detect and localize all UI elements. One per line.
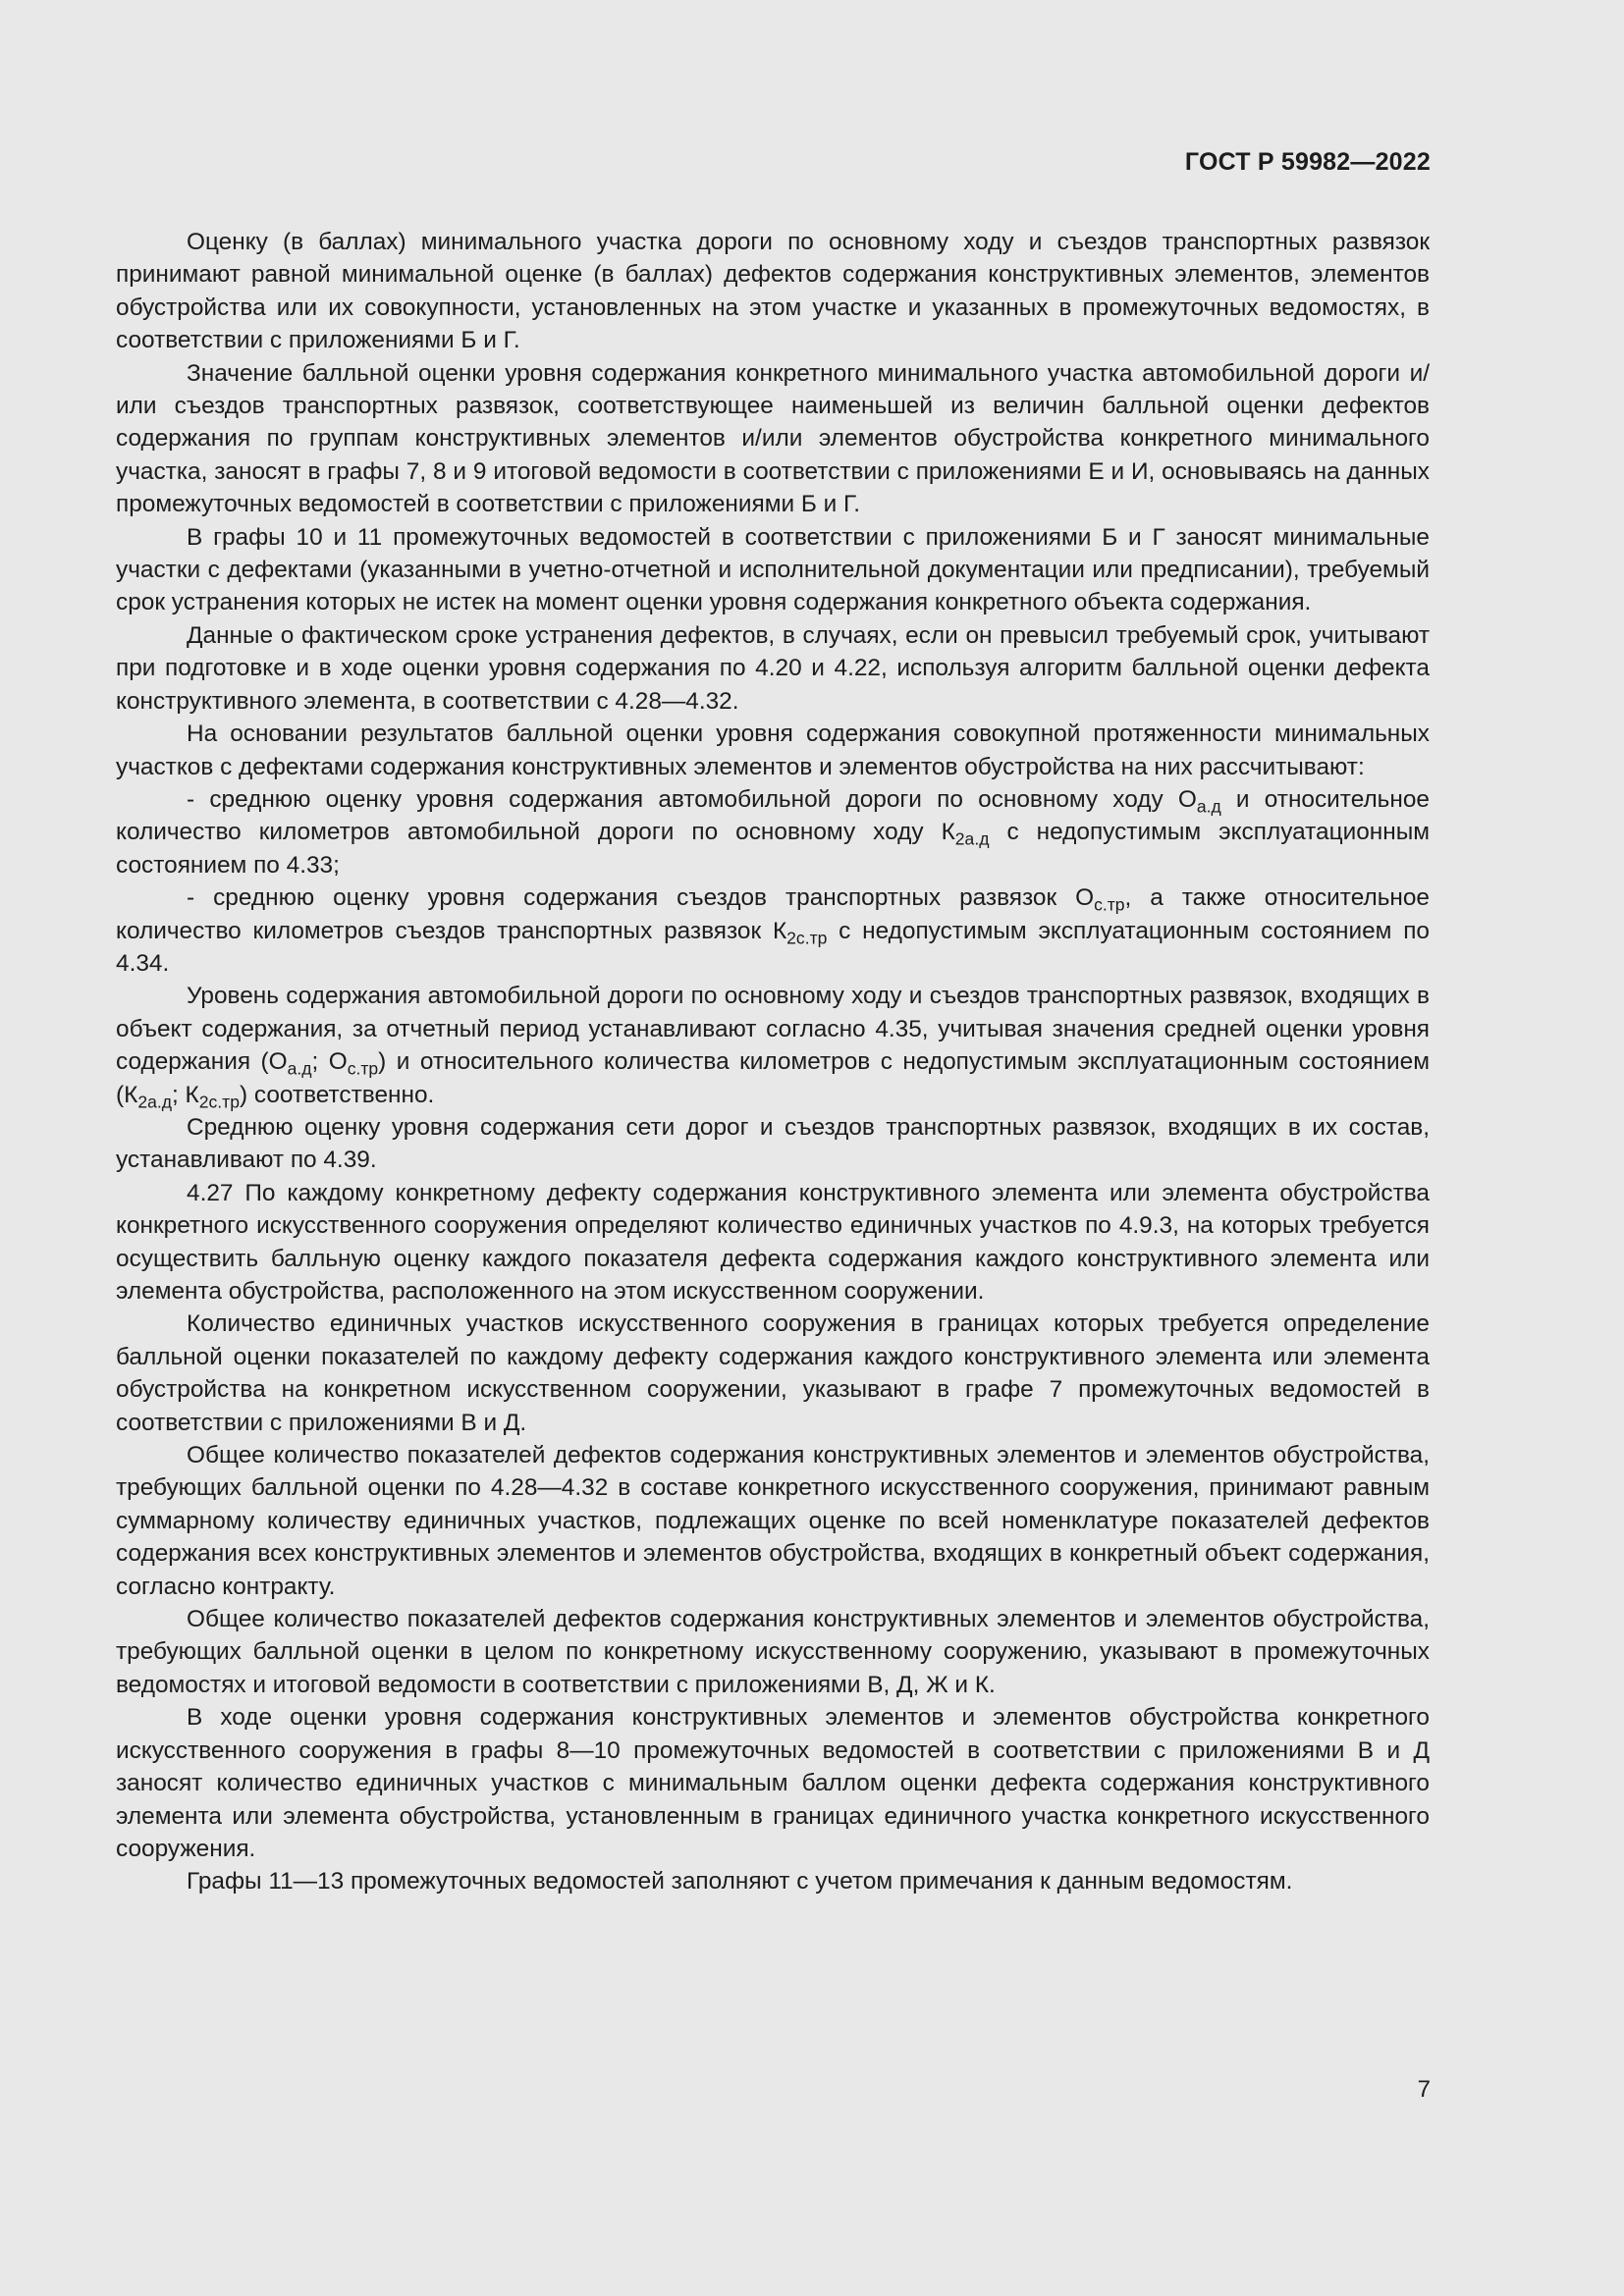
subscript: 2с.тр [786,927,828,947]
paragraph: Количество единичных участков искусственного сооружения в границах которых требуется определение балльной оценки показателей по каждому дефекту содержания каждого конструктивного элемента или элемента обустройства на конкретном искусственном сооружении, указывают в графе 7 промежуточных ведомостей в соответствии с приложениями В и Д. [116,1310,1430,1436]
paragraph: Общее количество показателей дефектов содержания конструктивных элементов и элементов обустройства, требующих балльной оценки по 4.28—4.32 в составе конкретного искусственного сооружения, принимают равным суммарному количеству единичных участков, подлежащих оценке по всей номенклатуре показателей дефектов содержания всех конструктивных элементов и элементов обустройства, входящих в конкретный объект содержания, согласно контракту. [116,1442,1430,1600]
text-segment: , а также относительное количество километров съездов транспортных развязок К [116,884,1431,944]
text-segment: ; К [171,1081,199,1108]
text-segment: - среднюю оценку уровня содержания съездов транспортных развязок О [187,884,1095,912]
document-header: ГОСТ Р 59982—2022 [1184,148,1431,176]
paragraph: В ходе оценки уровня содержания конструктивных элементов и элементов обустройства конкретного искусственного сооружения в графы 8—10 промежуточных ведомостей в соответствии с приложениями В и Д заносят количество единичных участков с минимальным баллом оценки дефекта содержания конструктивного элемента или элемента обустройства, установленным в границах единичного участка конкретного искусственного сооружения. [116,1704,1430,1862]
paragraph: Оценку (в баллах) минимального участка дороги по основному ходу и съездов транспортных развязок принимают равной минимальной оценке (в баллах) дефектов содержания конструктивных элементов, элементов обустройства или их совокупности, установленных на этом участке и указанных в промежуточных ведомостях, в соответствии с приложениями Б и Г. [116,229,1430,354]
subscript: с.тр [347,1058,379,1079]
text-segment: и относительное количество километров автомобильной дороги по основному ходу К [116,785,1430,846]
text-segment: ; О [311,1048,348,1076]
text-segment: с недопустимым эксплуатационным состоянием по 4.34. [116,917,1430,977]
list-item [116,881,1430,980]
subscript: 2а.д [954,828,990,849]
subscript: а.д [1196,796,1221,817]
paragraph: Данные о фактическом сроке устранения дефектов, в случаях, если он превысил требуемый срок, учитывают при подготовке и в ходе оценки уровня содержания по 4.20 и 4.22, используя алгоритм балльной оценки дефекта конструктивного элемента, в соответствии с 4.28—4.32. [116,621,1430,715]
subscript: с.тр [1094,894,1125,915]
list-item [116,783,1430,881]
paragraph: Общее количество показателей дефектов содержания конструктивных элементов и элементов обустройства, требующих балльной оценки в целом по конкретному искусственному сооружению, указывают в промежуточных ведомостях и итоговой ведомости в соответствии с приложениями В, Д, Ж и К. [116,1606,1430,1698]
text-segment: с недопустимым эксплуатационным состоянием по 4.33; [116,819,1431,879]
text-segment: ) и относительного количества километров с недопустимым эксплуатационным состоянием (К [116,1048,1430,1108]
subscript: а.д [287,1058,312,1079]
paragraph: В графы 10 и 11 промежуточных ведомостей в соответствии с приложениями Б и Г заносят минимальные участки с дефектами (указанными в учетно-отчетной и исполнительной документации или предписании), требуемый срок устранения которых не истек на момент оценки уровня содержания конкретного объекта содержания. [116,523,1430,616]
text-segment: - среднюю оценку уровня содержания автомобильной дороги по основному ходу О [187,785,1197,813]
paragraph: Среднюю оценку уровня содержания сети дорог и съездов транспортных развязок, входящих в их состав, устанавливают по 4.39. [116,1113,1430,1174]
subscript: 2с.тр [198,1091,240,1111]
paragraph: Значение балльной оценки уровня содержания конкретного минимального участка автомобильной дороги и/или съездов транспортных развязок, соответствующее наименьшей из величин балльной оценки дефектов содержания по группам конструктивных элементов и/или элементов обустройства конкретного минимального участка, заносят в графы 7, 8 и 9 итоговой ведомости в соответствии с приложениями Е и И, основываясь на данных промежуточных ведомостей в соответствии с приложениями Б и Г. [116,359,1430,518]
text-segment: Уровень содержания автомобильной дороги по основному ходу и съездов транспортных развязок, входящих в объект содержания, за отчетный период устанавливают согласно 4.35, учитывая значения средней оценки уровня содержания (О [116,983,1430,1076]
page-number: 7 [1417,2076,1431,2103]
paragraph: 4.27 По каждому конкретному дефекту содержания конструктивного элемента или элемента обустройства конкретного искусственного сооружения определяют количество единичных участков по 4.9.3, на которых требуется осуществить балльную оценку каждого показателя дефекта содержания каждого конструктивного элемента или элемента обустройства, расположенного на этом искусственном сооружении. [116,1179,1430,1305]
subscript: 2а.д [137,1091,172,1111]
text-segment: ) соответственно. [239,1081,435,1108]
paragraph: Графы 11—13 промежуточных ведомостей заполняют с учетом примечания к данным ведомостям. [187,1868,1293,1896]
paragraph: На основании результатов балльной оценки уровня содержания совокупной протяженности минимальных участков с дефектами содержания конструктивных элементов и элементов обустройства на них рассчитывают: [116,721,1430,780]
paragraph [116,980,1430,1111]
document-body [116,226,1430,1898]
